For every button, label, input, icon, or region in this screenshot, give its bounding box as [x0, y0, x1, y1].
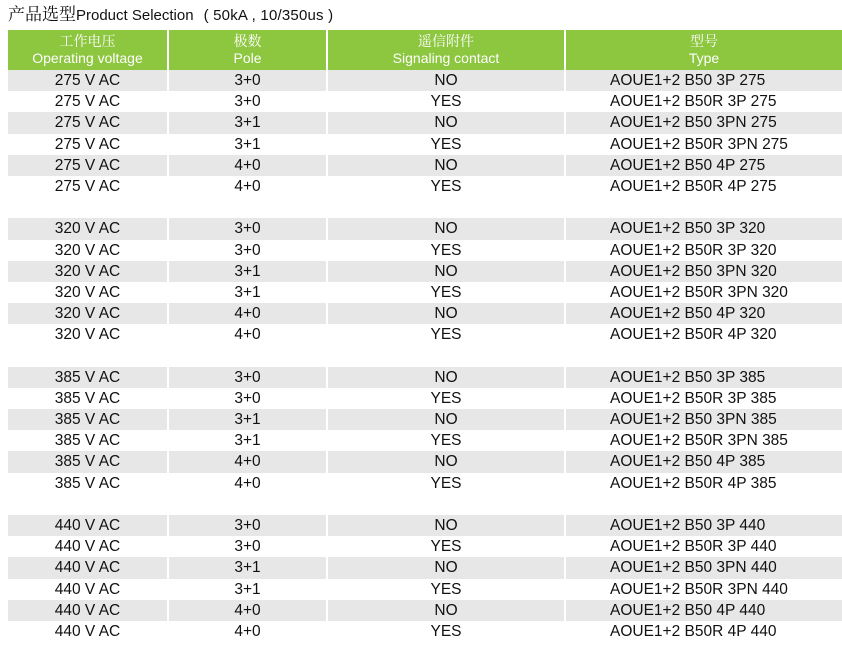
voltage-group	[8, 70, 842, 197]
type-cell: AOUE1+2 B50R 3P 385	[566, 388, 842, 409]
header-signaling-contact	[328, 30, 564, 70]
voltage-cell: 275 V AC	[8, 134, 167, 155]
table-row	[8, 515, 842, 536]
voltage-cell: 440 V AC	[8, 579, 167, 600]
pole-cell: 4+0	[169, 451, 326, 472]
signaling-cell: YES	[328, 282, 564, 303]
table-row	[8, 536, 842, 557]
voltage-cell: 385 V AC	[8, 430, 167, 451]
header-label-cn: 遥信附件	[418, 34, 474, 50]
signaling-cell: YES	[328, 176, 564, 197]
pole-cell: 4+0	[169, 176, 326, 197]
title-english: Product Selection	[76, 7, 194, 24]
table-row	[8, 430, 842, 451]
signaling-cell: YES	[328, 473, 564, 494]
type-cell: AOUE1+2 B50R 4P 385	[566, 473, 842, 494]
table-row	[8, 134, 842, 155]
product-selection-table	[6, 30, 842, 642]
spacer-row	[8, 494, 842, 515]
table-row	[8, 473, 842, 494]
voltage-cell: 275 V AC	[8, 112, 167, 133]
voltage-group	[8, 367, 842, 494]
pole-cell: 3+1	[169, 112, 326, 133]
type-cell: AOUE1+2 B50R 3PN 275	[566, 134, 842, 155]
signaling-cell: YES	[328, 536, 564, 557]
signaling-cell: NO	[328, 600, 564, 621]
signaling-cell: NO	[328, 155, 564, 176]
signaling-cell: YES	[328, 388, 564, 409]
signaling-cell: NO	[328, 112, 564, 133]
pole-cell: 3+1	[169, 557, 326, 578]
table-row	[8, 282, 842, 303]
signaling-cell: NO	[328, 303, 564, 324]
table-row	[8, 324, 842, 345]
signaling-cell: YES	[328, 324, 564, 345]
pole-cell: 4+0	[169, 600, 326, 621]
type-cell: AOUE1+2 B50R 4P 440	[566, 621, 842, 642]
table-row	[8, 176, 842, 197]
pole-cell: 3+0	[169, 536, 326, 557]
voltage-cell: 385 V AC	[8, 473, 167, 494]
voltage-cell: 440 V AC	[8, 600, 167, 621]
header-operating-voltage	[8, 30, 167, 70]
pole-cell: 3+1	[169, 282, 326, 303]
table-row	[8, 388, 842, 409]
table-row	[8, 451, 842, 472]
group-spacer	[8, 494, 842, 515]
signaling-cell: NO	[328, 261, 564, 282]
pole-cell: 3+0	[169, 515, 326, 536]
signaling-cell: NO	[328, 557, 564, 578]
table-row	[8, 409, 842, 430]
signaling-cell: NO	[328, 70, 564, 91]
pole-cell: 3+0	[169, 91, 326, 112]
header-label-cn: 工作电压	[59, 34, 116, 50]
type-cell: AOUE1+2 B50R 3PN 440	[566, 579, 842, 600]
table-row	[8, 91, 842, 112]
voltage-cell: 320 V AC	[8, 324, 167, 345]
type-cell: AOUE1+2 B50 3PN 320	[566, 261, 842, 282]
spacer-row	[8, 197, 842, 218]
pole-cell: 4+0	[169, 621, 326, 642]
pole-cell: 3+1	[169, 134, 326, 155]
title-chinese: 产品选型	[8, 5, 76, 25]
voltage-cell: 440 V AC	[8, 536, 167, 557]
type-cell: AOUE1+2 B50 4P 440	[566, 600, 842, 621]
table-row	[8, 557, 842, 578]
pole-cell: 3+1	[169, 261, 326, 282]
pole-cell: 4+0	[169, 473, 326, 494]
type-cell: AOUE1+2 B50R 3PN 385	[566, 430, 842, 451]
type-cell: AOUE1+2 B50 4P 275	[566, 155, 842, 176]
type-cell: AOUE1+2 B50 4P 320	[566, 303, 842, 324]
page-title	[8, 4, 333, 26]
table-row	[8, 261, 842, 282]
type-cell: AOUE1+2 B50 3PN 440	[566, 557, 842, 578]
pole-cell: 3+0	[169, 218, 326, 239]
signaling-cell: YES	[328, 91, 564, 112]
type-cell: AOUE1+2 B50 4P 385	[566, 451, 842, 472]
title-spec: ( 50kA , 10/350us )	[203, 7, 334, 24]
pole-cell: 3+1	[169, 430, 326, 451]
type-cell: AOUE1+2 B50R 4P 320	[566, 324, 842, 345]
pole-cell: 3+1	[169, 409, 326, 430]
group-spacer	[8, 345, 842, 366]
signaling-cell: NO	[328, 515, 564, 536]
voltage-cell: 275 V AC	[8, 70, 167, 91]
type-cell: AOUE1+2 B50 3P 385	[566, 367, 842, 388]
table-row	[8, 112, 842, 133]
voltage-group	[8, 515, 842, 642]
pole-cell: 3+0	[169, 388, 326, 409]
type-cell: AOUE1+2 B50R 3P 320	[566, 240, 842, 261]
voltage-cell: 275 V AC	[8, 176, 167, 197]
header-type	[566, 30, 842, 70]
type-cell: AOUE1+2 B50 3PN 275	[566, 112, 842, 133]
voltage-cell: 385 V AC	[8, 388, 167, 409]
type-cell: AOUE1+2 B50R 3P 275	[566, 91, 842, 112]
voltage-cell: 320 V AC	[8, 261, 167, 282]
header-label-en: Signaling contact	[392, 50, 500, 66]
table-row	[8, 579, 842, 600]
signaling-cell: NO	[328, 367, 564, 388]
spacer-cell	[8, 494, 842, 515]
voltage-cell: 385 V AC	[8, 367, 167, 388]
pole-cell: 4+0	[169, 155, 326, 176]
spacer-cell	[8, 345, 842, 366]
voltage-cell: 385 V AC	[8, 409, 167, 430]
table-header-row	[8, 30, 842, 70]
voltage-cell: 320 V AC	[8, 282, 167, 303]
voltage-cell: 440 V AC	[8, 621, 167, 642]
type-cell: AOUE1+2 B50 3P 275	[566, 70, 842, 91]
signaling-cell: NO	[328, 409, 564, 430]
type-cell: AOUE1+2 B50 3PN 385	[566, 409, 842, 430]
type-cell: AOUE1+2 B50 3P 320	[566, 218, 842, 239]
pole-cell: 4+0	[169, 324, 326, 345]
voltage-cell: 320 V AC	[8, 218, 167, 239]
table-row	[8, 600, 842, 621]
signaling-cell: YES	[328, 430, 564, 451]
voltage-cell: 385 V AC	[8, 451, 167, 472]
type-cell: AOUE1+2 B50R 4P 275	[566, 176, 842, 197]
pole-cell: 3+0	[169, 240, 326, 261]
voltage-cell: 275 V AC	[8, 155, 167, 176]
spacer-row	[8, 345, 842, 366]
header-label-en: Operating voltage	[32, 50, 143, 66]
voltage-group	[8, 218, 842, 345]
table-row	[8, 70, 842, 91]
type-cell: AOUE1+2 B50R 3P 440	[566, 536, 842, 557]
table-row	[8, 303, 842, 324]
signaling-cell: NO	[328, 451, 564, 472]
table-row	[8, 621, 842, 642]
voltage-cell: 320 V AC	[8, 240, 167, 261]
header-label-en: Pole	[233, 50, 262, 66]
table-row	[8, 218, 842, 239]
voltage-cell: 320 V AC	[8, 303, 167, 324]
type-cell: AOUE1+2 B50 3P 440	[566, 515, 842, 536]
voltage-cell: 275 V AC	[8, 91, 167, 112]
pole-cell: 3+0	[169, 367, 326, 388]
signaling-cell: NO	[328, 218, 564, 239]
pole-cell: 4+0	[169, 303, 326, 324]
header-label-cn: 极数	[233, 34, 262, 50]
header-pole	[169, 30, 326, 70]
table-row	[8, 155, 842, 176]
voltage-cell: 440 V AC	[8, 515, 167, 536]
pole-cell: 3+1	[169, 579, 326, 600]
signaling-cell: YES	[328, 134, 564, 155]
spacer-cell	[8, 197, 842, 218]
header-label-cn: 型号	[690, 34, 718, 50]
table-row	[8, 367, 842, 388]
signaling-cell: YES	[328, 240, 564, 261]
signaling-cell: YES	[328, 621, 564, 642]
voltage-cell: 440 V AC	[8, 557, 167, 578]
type-cell: AOUE1+2 B50R 3PN 320	[566, 282, 842, 303]
pole-cell: 3+0	[169, 70, 326, 91]
header-label-en: Type	[688, 50, 720, 66]
table-row	[8, 240, 842, 261]
signaling-cell: YES	[328, 579, 564, 600]
group-spacer	[8, 197, 842, 218]
